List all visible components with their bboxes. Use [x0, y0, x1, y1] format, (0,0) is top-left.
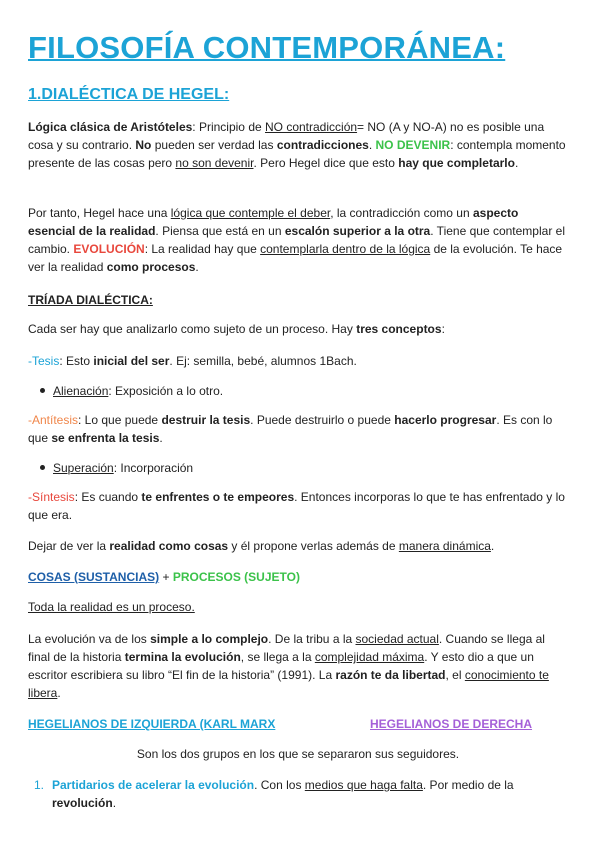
page-title: FILOSOFÍA CONTEMPORÁNEA: — [28, 30, 506, 65]
paragraph-cada-ser: Cada ser hay que analizarlo como sujeto de un proceso. Hay tres conceptos: — [28, 322, 445, 336]
paragraph-la-evolucion: La evolución va de los simple a lo complejo. De la tribu a la sociedad actual. Cuando se llega al final de la historia termina la evolución, se llega a la complejidad máxima. Y esto dio a que un escritor escribiera su libro “El fin de la historia” (1991). La razón te da libertad, el conocimiento te libera. — [28, 632, 549, 700]
hegelianos-derecha: HEGELIANOS DE DERECHA — [370, 717, 533, 731]
paragraph-antitesis: -Antítesis: Lo que puede destruir la tesis. Puede destruirlo o puede hacerlo progresar. Es con lo que se enfrenta la tesis. — [28, 413, 553, 445]
cosas-procesos-line: COSAS (SUSTANCIAS) + PROCESOS (SUJETO) — [28, 570, 300, 584]
toda-la-realidad: Toda la realidad es un proceso. — [28, 600, 195, 614]
section-heading-hegel: 1.DIALÉCTICA DE HEGEL: — [28, 86, 230, 103]
paragraph-dejar-de-ver: Dejar de ver la realidad como cosas y él propone verlas además de manera dinámica. — [28, 539, 495, 553]
triada-heading: TRÍADA DIALÉCTICA: — [28, 293, 153, 307]
bullet-dot-icon — [40, 465, 45, 470]
numbered-list-item-1: 1. Partidarios de acelerar la evolución. Con los medios que haga falta. Por medio de la revolución. — [34, 778, 514, 810]
paragraph-tesis: -Tesis: Esto inicial del ser. Ej: semilla, bebé, alumnos 1Bach. — [28, 354, 357, 368]
paragraph-sintesis: -Síntesis: Es cuando te enfrentes o te empeores. Entonces incorporas lo que te has enfrentado y lo que era. — [28, 490, 565, 522]
list-item-alienacion: Alienación: Exposición a lo otro. — [40, 382, 223, 400]
bullet-dot-icon — [40, 388, 45, 393]
paragraph-dos-grupos: Son los dos grupos en los que se separaron sus seguidores. — [136, 747, 460, 761]
paragraph-logica-clasica: Lógica clásica de Aristóteles: Principio de NO contradicción= NO (A y NO-A) no es posible una cosa y su contrario. No pueden ser verdad las contradicciones. NO DEVENIR: contempla momento presente de las cosas pero no son devenir. Pero Hegel dice que esto hay que completarlo. — [28, 120, 566, 170]
list-item-superacion: Superación: Incorporación — [40, 459, 193, 477]
hegelianos-izquierda: HEGELIANOS DE IZQUIERDA (KARL MARX — [28, 717, 276, 731]
paragraph-por-tanto: Por tanto, Hegel hace una lógica que contemple el deber, la contradicción como un aspecto esencial de la realidad. Piensa que está en un escalón superior a la otra. Tiene que contemplar el cambio. EVOLUCIÓN: La realidad hay que contemplarla dentro de la lógica de la evolución. Te hace ver la realidad como procesos. — [28, 206, 565, 274]
